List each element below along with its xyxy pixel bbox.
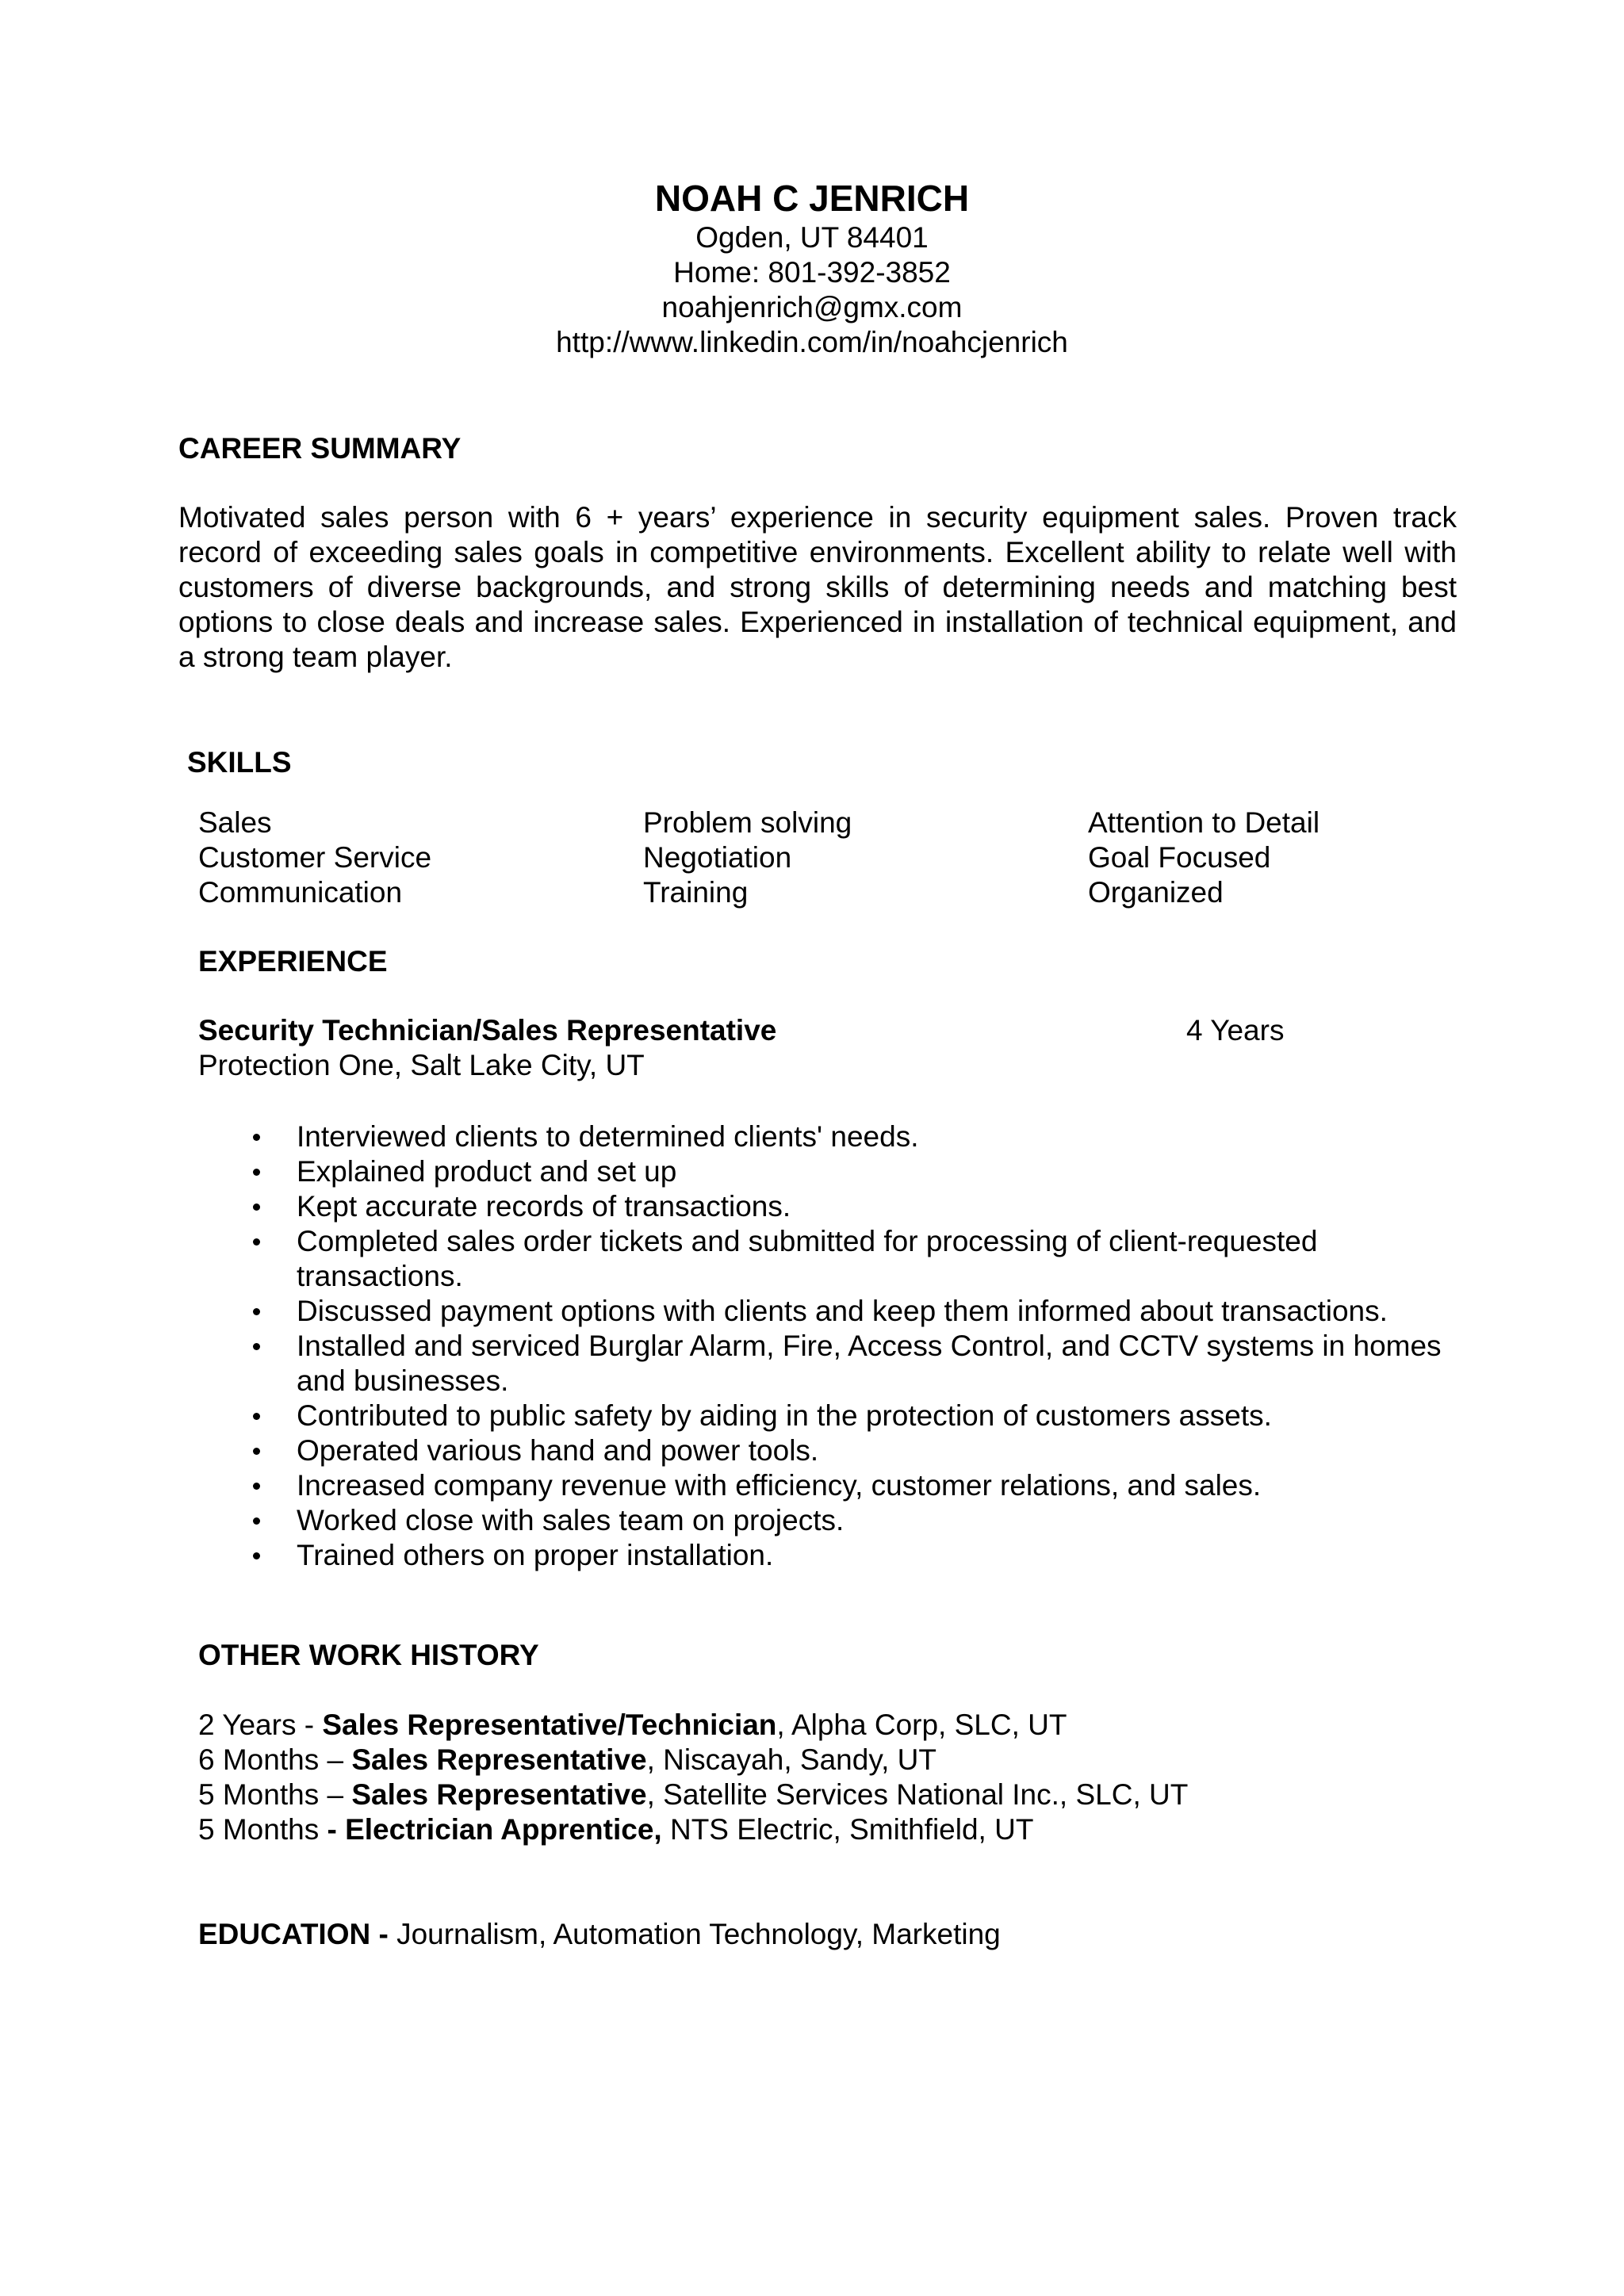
list-item: Installed and serviced Burglar Alarm, Fire, Access Control, and CCTV systems in homes and businesses.	[198, 1329, 1467, 1399]
bullet-icon	[253, 1238, 260, 1246]
list-item: Kept accurate records of transactions.	[198, 1189, 1467, 1224]
skill-item: Goal Focused	[1088, 841, 1271, 874]
job-title: Security Technician/Sales Representative	[198, 1014, 777, 1047]
bullet-icon	[253, 1134, 260, 1141]
email: noahjenrich@gmx.com	[661, 291, 963, 323]
bullet-icon	[253, 1343, 260, 1350]
skill-item: Attention to Detail	[1088, 806, 1320, 839]
skill-item: Communication	[198, 876, 403, 909]
education-heading: EDUCATION -	[198, 1918, 397, 1950]
other-work-history-list	[198, 1708, 1188, 1847]
job-duration: 4 Years	[1186, 1014, 1285, 1047]
history-entry: 5 Months – Sales Representative, Satellite Services National Inc., SLC, UT	[198, 1778, 1189, 1811]
career-summary-text: Motivated sales person with 6 + years’ experience in security equipment sales. Proven track record of exceeding sales goals in competitive environments. Excellent ability to relate well with customers of diverse backgrounds, and strong skills of determining needs and matching best options to close deals and increase sales. Experienced in installation of technical equipment, and a strong team player.	[178, 501, 1457, 673]
skill-item: Customer Service	[198, 841, 432, 874]
bullet-icon	[253, 1552, 260, 1559]
candidate-name: NOAH C JENRICH	[654, 178, 970, 219]
skill-item: Negotiation	[643, 841, 792, 874]
job-company: Protection One, Salt Lake City, UT	[198, 1049, 645, 1081]
list-item: Completed sales order tickets and submitted for processing of client-requested transactions.	[198, 1224, 1467, 1294]
skill-item: Training	[643, 876, 749, 909]
career-summary-heading: CAREER SUMMARY	[178, 432, 462, 465]
bullet-icon	[253, 1308, 260, 1315]
contact-block	[0, 220, 1624, 360]
list-item: Worked close with sales team on projects.	[198, 1503, 1467, 1538]
job-duties-list	[198, 1119, 1467, 1573]
skills-column-1	[198, 806, 431, 910]
other-work-history-heading: OTHER WORK HISTORY	[198, 1639, 539, 1671]
list-item: Interviewed clients to determined clients' needs.	[198, 1119, 1467, 1154]
list-item: Operated various hand and power tools.	[198, 1433, 1467, 1468]
skill-item: Organized	[1088, 876, 1224, 909]
skills-column-2	[643, 806, 852, 910]
list-item: Discussed payment options with clients and keep them informed about transactions.	[198, 1294, 1467, 1329]
bullet-icon	[253, 1169, 260, 1176]
bullet-icon	[253, 1483, 260, 1490]
history-entry: 5 Months - Electrician Apprentice, NTS Electric, Smithfield, UT	[198, 1813, 1034, 1846]
experience-heading: EXPERIENCE	[198, 945, 388, 978]
skills-column-3	[1088, 806, 1320, 910]
history-entry: 6 Months – Sales Representative, Niscayah, Sandy, UT	[198, 1743, 936, 1776]
bullet-icon	[253, 1448, 260, 1455]
bullet-icon	[253, 1203, 260, 1211]
education-text: Journalism, Automation Technology, Marketing	[396, 1918, 1001, 1950]
phone: Home: 801-392-3852	[673, 256, 951, 289]
skill-item: Problem solving	[643, 806, 852, 839]
history-entry: 2 Years - Sales Representative/Technician, Alpha Corp, SLC, UT	[198, 1709, 1067, 1741]
bullet-icon	[253, 1413, 260, 1420]
education-line	[198, 1917, 1001, 1952]
list-item: Explained product and set up	[198, 1154, 1467, 1189]
linkedin-url: http://www.linkedin.com/in/noahcjenrich	[556, 326, 1068, 358]
list-item: Trained others on proper installation.	[198, 1538, 1467, 1573]
address: Ogden, UT 84401	[695, 221, 929, 254]
bullet-icon	[253, 1517, 260, 1525]
list-item: Contributed to public safety by aiding in the protection of customers assets.	[198, 1399, 1467, 1433]
skills-heading: SKILLS	[187, 746, 292, 779]
skill-item: Sales	[198, 806, 272, 839]
list-item: Increased company revenue with efficiency, customer relations, and sales.	[198, 1468, 1467, 1503]
